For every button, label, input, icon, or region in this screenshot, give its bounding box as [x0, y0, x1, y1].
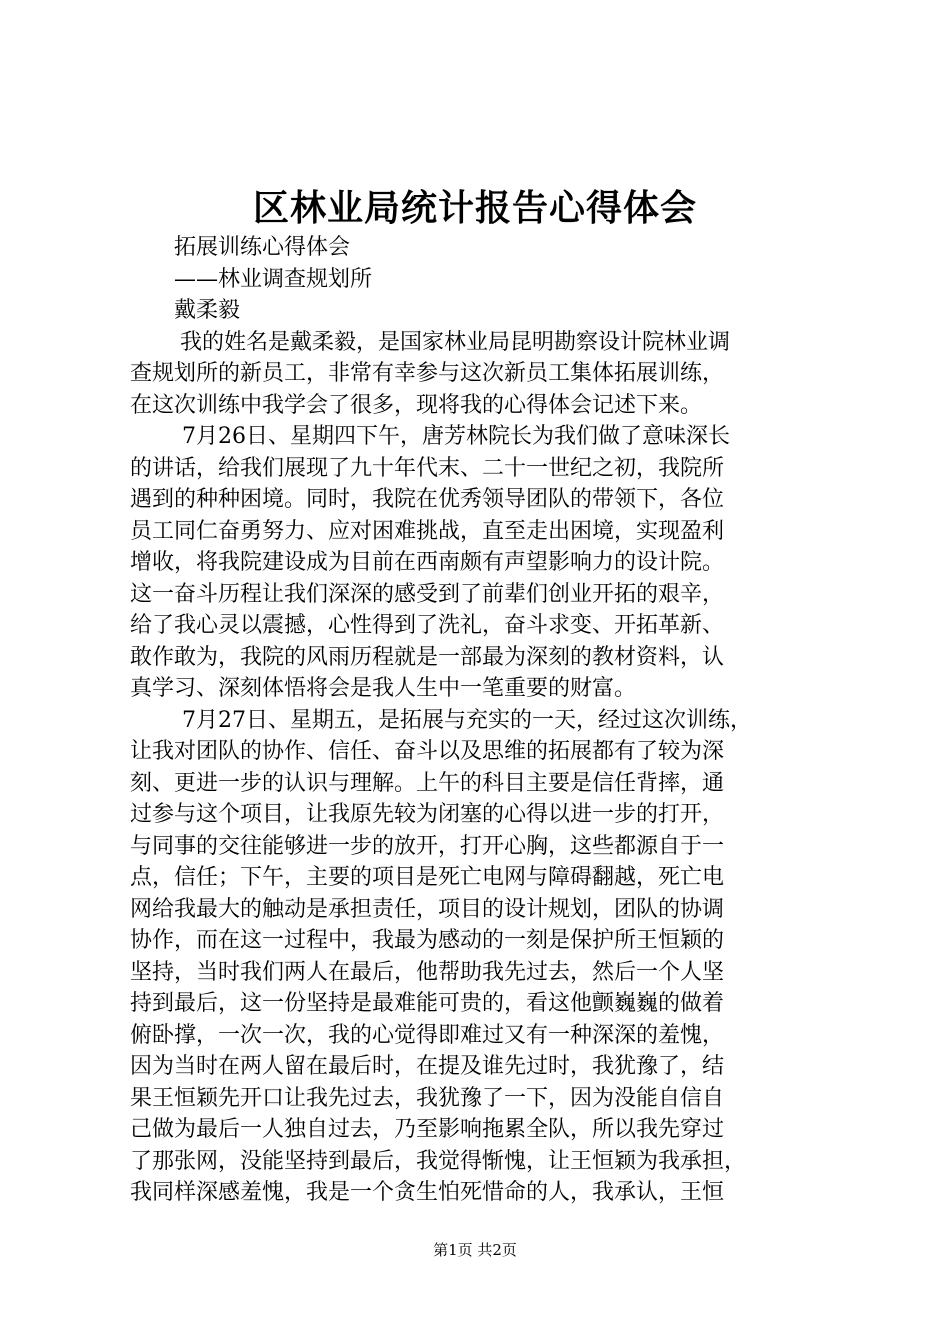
text-line: 增收，将我院建设成为目前在西南颇有声望影响力的设计院。 [130, 550, 725, 575]
text-line: 网给我最大的触动是承担责任，项目的设计规划，团队的协调 [130, 896, 725, 922]
text-line: 7月26日、星期四下午，唐芳林院长为我们做了意味深长 [182, 424, 730, 449]
text-line: 让我对团队的协作、信任、奋斗以及思维的拓展都有了较为深 [130, 739, 725, 764]
text-line: 过参与这个项目，让我原先较为闭塞的心得以进一步的打开， [130, 802, 725, 827]
text-line: 拓展训练心得体会 [174, 235, 351, 260]
document-title: 区林业局统计报告心得体会 [252, 187, 697, 229]
text-line: 给了我心灵以震撼，心性得到了洗礼，奋斗求变、开拓革新、 [130, 613, 725, 638]
text-line: 7月27日、星期五，是拓展与充实的一天，经过这次训练， [182, 707, 752, 733]
text-line: 己做为最后一人独自过去，乃至影响拖累全队，所以我先穿过 [130, 1117, 725, 1142]
text-line: 俯卧撑，一次一次，我的心觉得即难过又有一种深深的羞愧， [130, 1022, 725, 1048]
text-line: 在这次训练中我学会了很多，现将我的心得体会记述下来。 [130, 392, 703, 418]
text-line: 敢作敢为，我院的风雨历程就是一部最为深刻的教材资料，认 [130, 644, 725, 670]
text-line: 的讲话，给我们展现了九十年代末、二十一世纪之初，我院所 [130, 455, 725, 481]
text-line: 真学习、深刻体悟将会是我人生中一笔重要的财富。 [130, 676, 637, 701]
text-line: 持到最后，这一份坚持是最难能可贵的，看这他颤巍巍的做着 [130, 991, 725, 1016]
text-line: ——林业调查规划所 [174, 266, 373, 292]
text-line: 点，信任；下午，主要的项目是死亡电网与障碍翻越，死亡电 [130, 865, 725, 890]
text-line: 果王恒颖先开口让我先过去，我犹豫了一下，因为没能自信自 [130, 1085, 725, 1111]
text-line: 这一奋斗历程让我们深深的感受到了前辈们创业开拓的艰辛， [130, 581, 725, 607]
text-line: 我同样深感羞愧，我是一个贪生怕死惜命的人，我承认，王恒 [130, 1180, 725, 1205]
text-line: 员工同仁奋勇努力、应对困难挑战，直至走出困境，实现盈利 [130, 518, 725, 544]
page-number-footer: 第1页 共2页 [433, 1241, 517, 1259]
text-line: 因为当时在两人留在最后时，在提及谁先过时，我犹豫了，结 [130, 1054, 725, 1079]
document-body [130, 232, 830, 1209]
text-line: 与同事的交往能够进一步的放开，打开心胸，这些都源自于一 [130, 833, 725, 859]
text-line: 我的姓名是戴柔毅，是国家林业局昆明勘察设计院林业调 [180, 329, 731, 355]
text-line: 查规划所的新员工，非常有幸参与这次新员工集体拓展训练， [130, 361, 725, 386]
text-line: 协作，而在这一过程中，我最为感动的一刻是保护所王恒颖的 [130, 928, 725, 953]
text-line: 坚持，当时我们两人在最后，他帮助我先过去，然后一个人坚 [130, 959, 725, 985]
text-line: 遇到的种种困境。同时，我院在优秀领导团队的带领下，各位 [130, 487, 725, 512]
text-line: 了那张网，没能坚持到最后，我觉得惭愧，让王恒颖为我承担， [130, 1148, 747, 1174]
text-line: 戴柔毅 [174, 298, 241, 323]
text-line: 刻、更进一步的认识与理解。上午的科目主要是信任背摔，通 [130, 770, 725, 796]
